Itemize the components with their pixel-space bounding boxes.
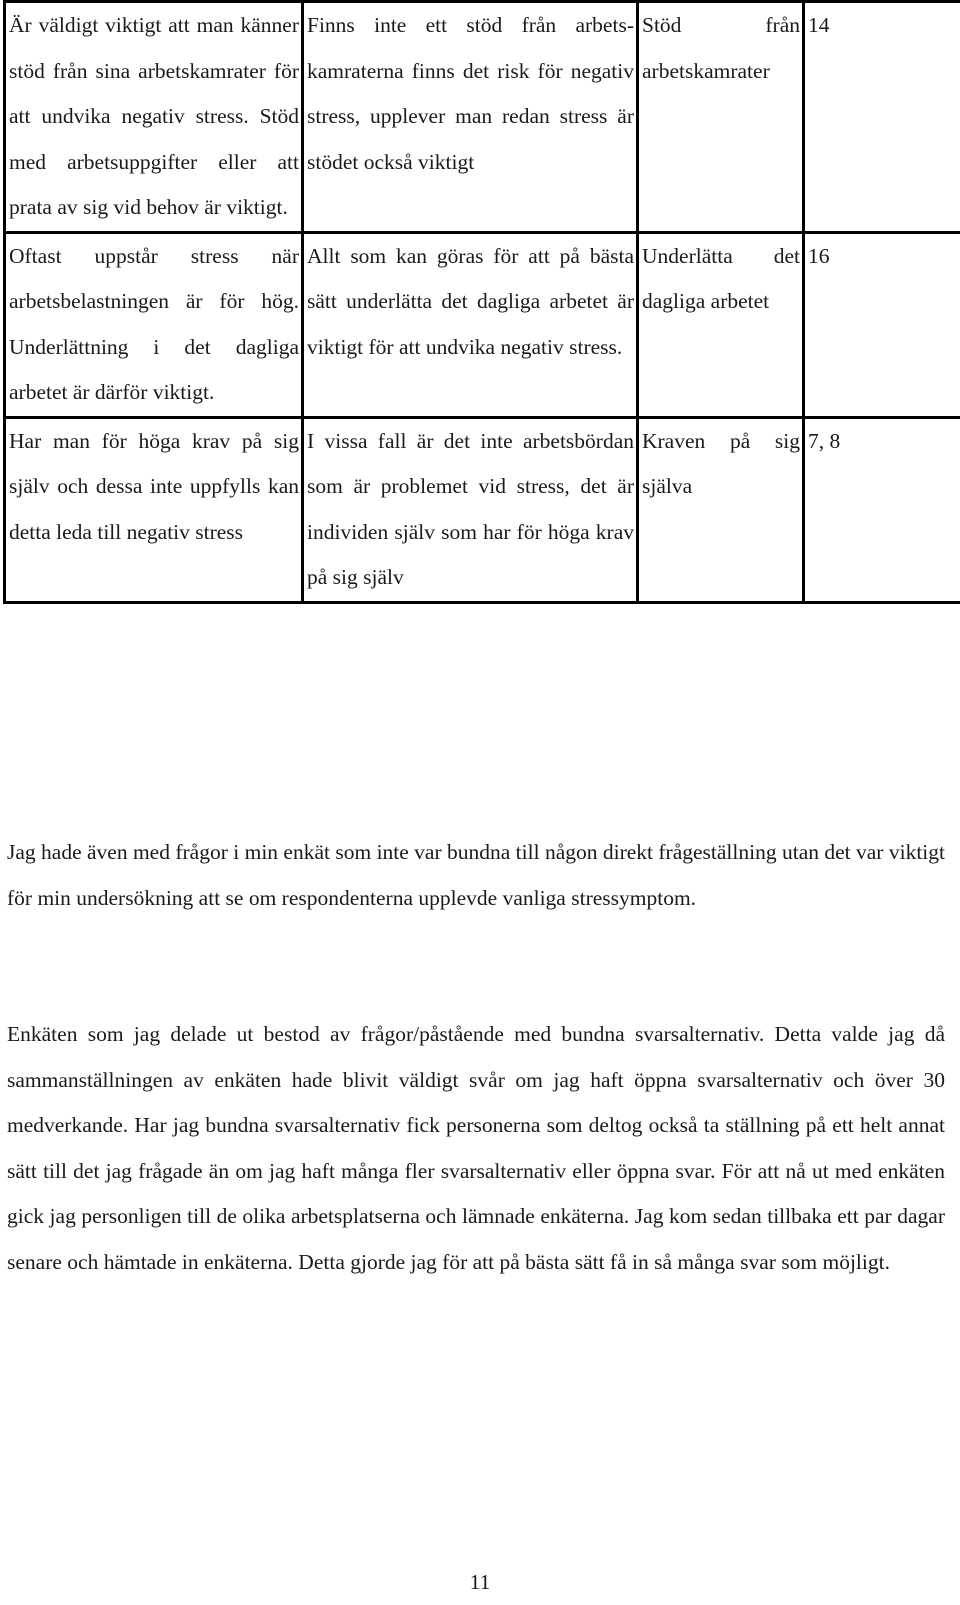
statement-cell: Är väldigt viktigt att man känner stöd från sina arbetskamrater för att undvika negativ stress. Stöd med arbetsuppgifter eller att prata av sig vid behov är viktigt. bbox=[5, 2, 303, 233]
theme-cell: Kraven på sig själva bbox=[638, 417, 804, 602]
consequence-cell: I vissa fall är det inte arbetsbördan som är problemet vid stress, det är individen själv som har för höga krav på sig själv bbox=[303, 417, 638, 602]
question-numbers-cell: 7, 8 bbox=[804, 417, 960, 602]
consequence-cell: Allt som kan göras för att på bästa sätt underlätta det dagliga arbetet är viktigt för att undvika negativ stress. bbox=[303, 232, 638, 417]
question-numbers-cell: 14 bbox=[804, 2, 960, 233]
survey-table bbox=[3, 0, 960, 604]
table-row bbox=[5, 2, 960, 233]
theme-cell: Stöd från arbetskamrater bbox=[638, 2, 804, 233]
table-row bbox=[5, 232, 960, 417]
question-numbers-cell: 16 bbox=[804, 232, 960, 417]
table-row bbox=[5, 417, 960, 602]
body-paragraph: Enkäten som jag delade ut bestod av frågor/påstående med bundna svarsalternativ. Detta valde jag då sammanställningen av enkäten hade blivit väldigt svår om jag haft öppna svarsalternativ och över 30 medverkande. Har jag bundna svarsalternativ fick personerna som deltog också ta ställning på ett helt annat sätt till det jag frågade än om jag haft många fler svarsalternativ eller öppna svar. För att nå ut med enkäten gick jag personligen till de olika arbetsplatserna och lämnade enkäterna. Jag kom sedan tillbaka ett par dagar senare och hämtade in enkäterna. Detta gjorde jag för att på bästa sätt få in så många svar som möjligt. bbox=[7, 1022, 945, 1274]
consequence-cell: Finns inte ett stöd från arbetskamraterna finns det risk för negativ stress, upplever man redan stress är stödet också viktigt bbox=[303, 2, 638, 233]
statement-cell: Oftast uppstår stress när arbetsbelastningen är för hög. Underlättning i det dagliga arbetet är därför viktigt. bbox=[5, 232, 303, 417]
theme-cell: Underlätta det dagliga arbetet bbox=[638, 232, 804, 417]
body-paragraph: Jag hade även med frågor i min enkät som inte var bundna till någon direkt frågeställning utan det var viktigt för min undersökning att se om respondenterna upplevde vanliga stressymptom. bbox=[7, 840, 945, 910]
statement-cell: Har man för höga krav på sig själv och dessa inte uppfylls kan detta leda till negativ stress bbox=[5, 417, 303, 602]
page-number: 11 bbox=[469, 1570, 491, 1594]
